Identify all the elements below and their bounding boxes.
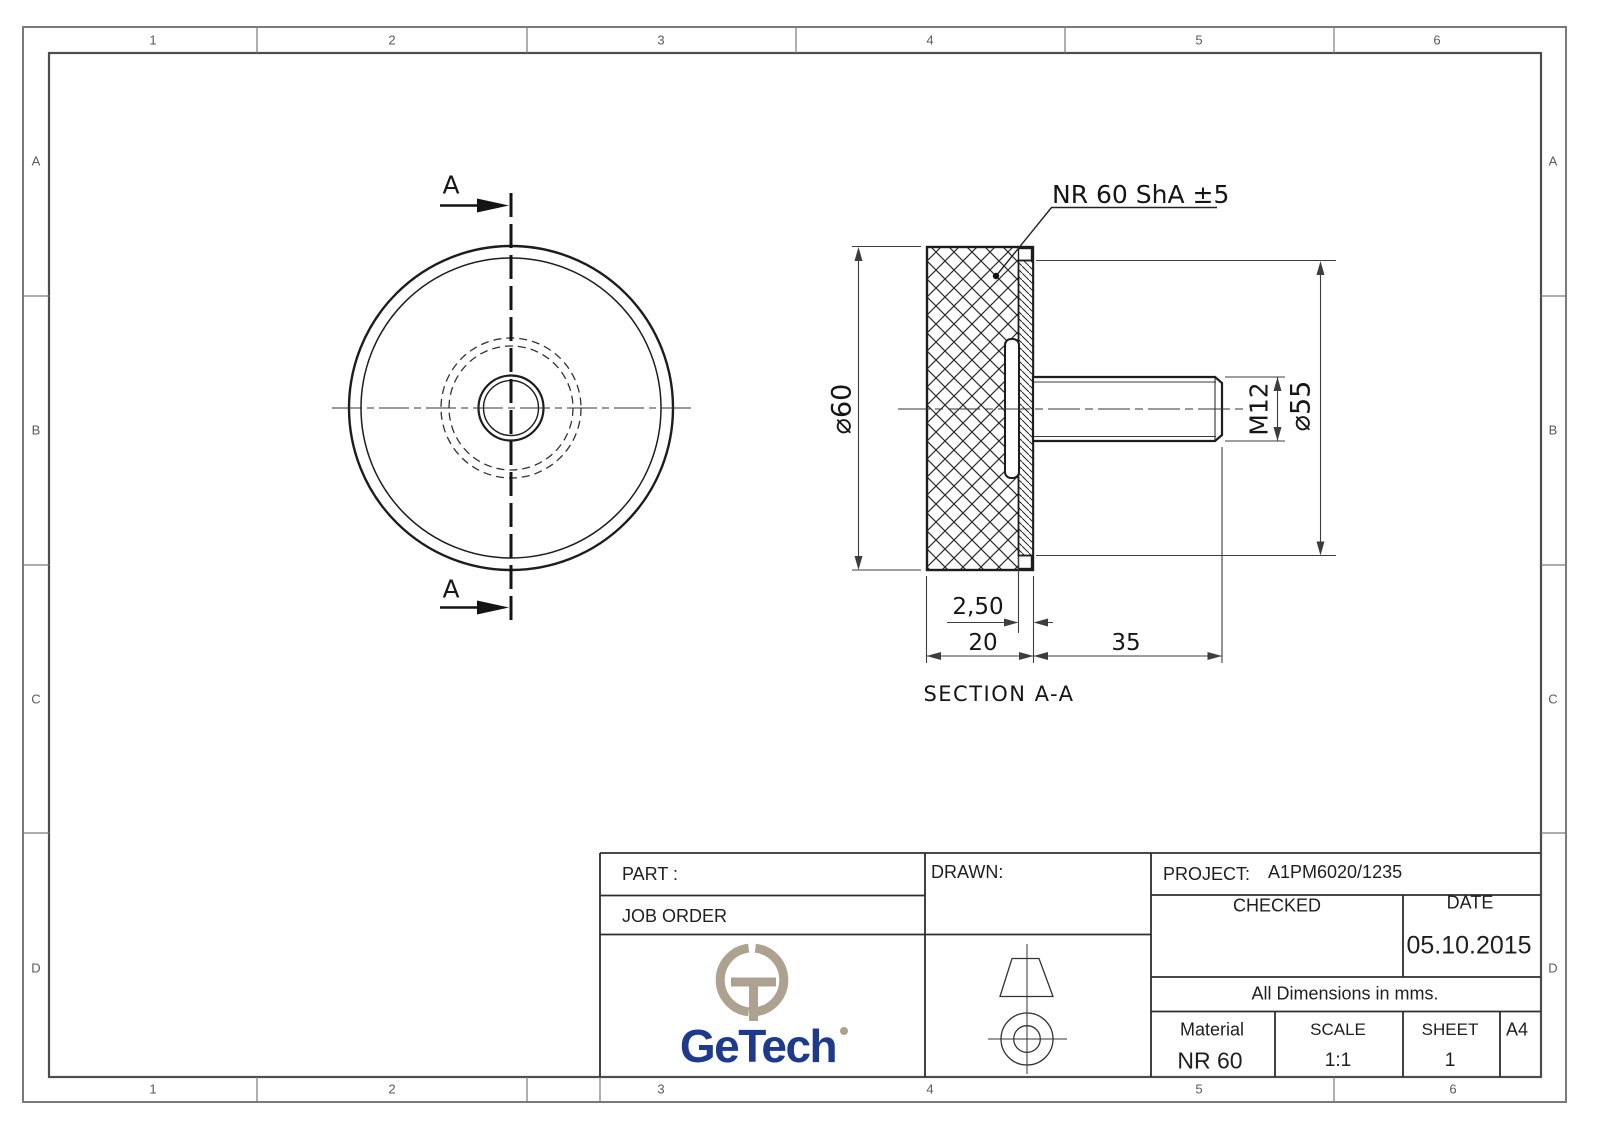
scale-value: 1:1: [1324, 1050, 1352, 1071]
drawn-label: DRAWN:: [931, 862, 1004, 882]
grid-col-label: 6: [1449, 1081, 1457, 1097]
material-note: NR 60 ShA ±5: [1052, 180, 1230, 209]
dim-text-plate-dia: ⌀55: [1285, 380, 1317, 432]
washer-plate: [1019, 261, 1034, 556]
grid-col-label: 3: [657, 1081, 665, 1097]
dim-text-stud-len: 35: [1111, 630, 1141, 656]
section-cut-arrows: [440, 199, 509, 615]
getech-wordmark: GeTech: [679, 1020, 837, 1072]
grid-row-label: D: [1548, 960, 1558, 976]
dim-text-thread: M12: [1244, 382, 1274, 436]
grid-col-label: 5: [1195, 32, 1203, 48]
grid-row-label: D: [31, 960, 41, 976]
grid-row-label: B: [31, 422, 41, 438]
grid-col-label: 5: [1195, 1081, 1203, 1097]
grid-col-label: 2: [388, 32, 396, 48]
grid-row-label: C: [1548, 691, 1558, 707]
dim-text-outer-dia: ⌀60: [826, 383, 858, 435]
section-arrow-label-top: A: [442, 170, 460, 200]
grid-col-label: 1: [149, 1081, 157, 1097]
registered-dot-icon: [840, 1027, 848, 1035]
date-value: 05.10.2015: [1406, 931, 1532, 960]
project-label: PROJECT:: [1163, 864, 1251, 884]
grid-col-label: 3: [657, 32, 665, 48]
date-label: DATE: [1446, 892, 1494, 913]
grid-row-label: C: [31, 691, 41, 707]
dim-text-plate-thk: 2,50: [952, 594, 1004, 620]
grid-col-label: 4: [926, 32, 934, 48]
grid-col-label: 4: [926, 1081, 934, 1097]
grid-dividers: [23, 27, 1566, 1102]
material-value: NR 60: [1177, 1047, 1243, 1074]
material-label: Material: [1179, 1019, 1245, 1040]
sheet-border: [23, 27, 1566, 1102]
grid-row-label: B: [1548, 422, 1558, 438]
section-arrow-label-bottom: A: [442, 574, 460, 604]
scale-label: SCALE: [1310, 1020, 1366, 1039]
job-order-label: JOB ORDER: [622, 906, 728, 926]
grid-row-label: A: [31, 153, 41, 169]
project-value: A1PM6020/1235: [1268, 862, 1403, 882]
dimensions-note: All Dimensions in mms.: [1251, 983, 1439, 1004]
sheet-label: SHEET: [1421, 1020, 1479, 1039]
paper-size-label: A4: [1505, 1019, 1529, 1040]
grid-col-label: 6: [1433, 32, 1441, 48]
checked-label: CHECKED: [1232, 895, 1322, 916]
section-caption: SECTION A-A: [923, 682, 1075, 706]
sheet-value: 1: [1444, 1050, 1456, 1071]
dim-text-body-len: 20: [968, 630, 998, 656]
dim-outer-dia: [852, 247, 921, 571]
grid-col-label: 1: [149, 32, 157, 48]
projection-symbol-icon: [988, 944, 1067, 1074]
grid-row-label: A: [1548, 153, 1558, 169]
part-label: PART :: [622, 864, 679, 884]
grid-col-label: 2: [388, 1081, 396, 1097]
front-view: [332, 193, 692, 621]
